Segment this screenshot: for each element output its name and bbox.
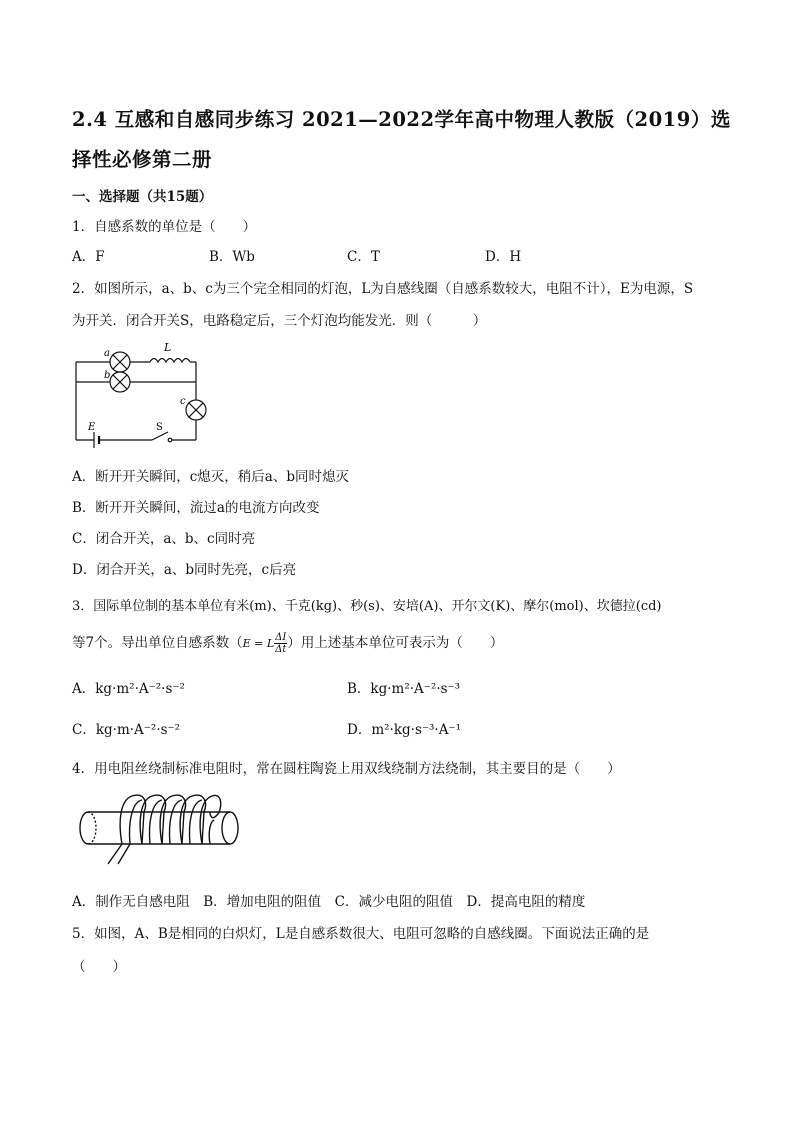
lamp-c-label: c [180, 396, 186, 407]
q1-option-d: D．H [485, 249, 522, 265]
q3-option-d [347, 721, 461, 739]
q1-stem: 1．自感系数的单位是（ ） [72, 219, 257, 235]
q5-stem-line1: 5．如图，A、B是相同的白炽灯，L是自感系数很大、电阻可忽略的自感线圈。下面说法正确的是 [72, 926, 650, 942]
q3-option-a-text: A．kg·m²·A⁻²·s⁻² [72, 681, 185, 697]
q5-stem-line2: （ ） [72, 959, 126, 975]
section-heading: 一、选择题（共15题） [72, 189, 213, 205]
q3-stem-post: ）用上述基本单位可表示为（ ） [287, 635, 504, 651]
q3-formula-denominator: Δt [275, 644, 287, 655]
q3-option-c-text: C．kg·m·A⁻²·s⁻² [72, 722, 181, 738]
lamp-b-label: b [104, 370, 111, 381]
document-title: 2.4 互感和自感同步练习 2021—2022学年高中物理人教版（2019）选择性必修第二册 [72, 108, 731, 171]
q2-option-a: A．断开开关瞬间，c熄灭，稍后a、b同时熄灭 [72, 469, 349, 485]
q2-stem-line1: 2．如图所示，a、b、c为三个完全相同的灯泡，L为自感线圈（自感系数较大，电阻不计），E为电源，S [72, 281, 694, 297]
switch-label: S [156, 422, 163, 433]
q1-option-c: C．T [347, 249, 380, 265]
q3-option-b [347, 680, 460, 698]
q3-option-d-text: D．m²·kg·s⁻³·A⁻¹ [347, 722, 461, 738]
q3-stem-pre: 等7个。导出单位自感系数（ [72, 635, 243, 651]
q2-stem-line2: 为开关．闭合开关S，电路稳定后，三个灯泡均能发光．则（ ） [72, 313, 487, 329]
q3-stem-line2 [72, 632, 503, 655]
lamp-a-label: a [104, 348, 110, 359]
inductor-label: L [164, 341, 172, 354]
q3-option-a [72, 680, 185, 698]
q4-stem: 4．用电阻丝绕制标准电阻时，常在圆柱陶瓷上用双线绕制方法绕制，其主要目的是（ ） [72, 761, 621, 777]
q3-formula-fraction [274, 632, 287, 655]
battery-label: E [88, 422, 96, 433]
q3-formula-numerator: ΔI [275, 632, 287, 643]
q3-formula-lhs: E = L [242, 637, 275, 650]
q4-bifilar-coil-diagram [78, 792, 250, 872]
q2-option-d: D．闭合开关，a、b同时先亮，c后亮 [72, 562, 297, 578]
q4-options: A．制作无自感电阻 B．增加电阻的阻值 C．减少电阻的阻值 D．提高电阻的精度 [72, 894, 586, 910]
q3-option-c [72, 721, 180, 739]
q2-option-c: C．闭合开关，a、b、c同时亮 [72, 531, 256, 547]
q1-option-b: B．Wb [209, 249, 255, 265]
q3-stem-line1: 3．国际单位制的基本单位有米(m)、千克(kg)、秒(s)、安培(A)、开尔文(K)、摩尔(mol)、坎德拉(cd) [72, 599, 662, 614]
q1-option-a: A．F [72, 249, 105, 265]
q2-circuit-diagram [72, 340, 222, 450]
q3-option-b-text: B．kg·m²·A⁻²·s⁻³ [347, 681, 461, 697]
q2-option-b: B．断开开关瞬间，流过a的电流方向改变 [72, 500, 320, 516]
